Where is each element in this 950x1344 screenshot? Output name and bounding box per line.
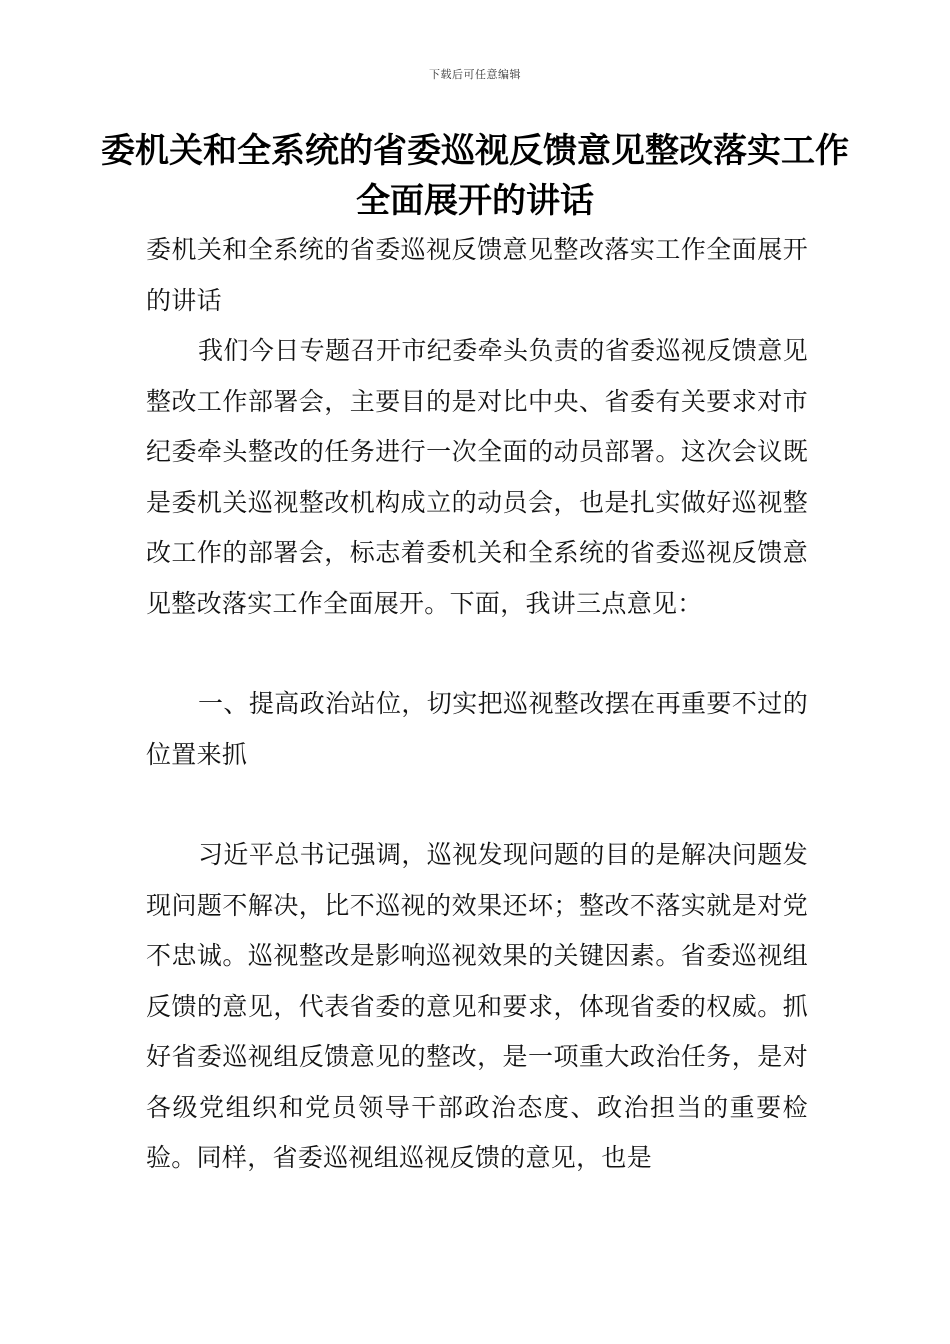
page-header-note: 下载后可任意编辑 [429, 68, 521, 81]
section-1-paragraph: 习近平总书记强调，巡视发现问题的目的是解决问题发现问题不解决，比不巡视的效果还坏；整改不落实就是对党不忠诚。巡视整改是影响巡视效果的关键因素。省委巡视组反馈的意见，代表省委的意见和要求，体现省委的权威。抓好省委巡视组反馈意见的整改，是一项重大政治任务，是对各级党组织和党员领导干部政治态度、政治担当的重要检验。同样，省委巡视组巡视反馈的意见，也是 [146, 840, 808, 1172]
section-heading-1: 一、提高政治站位，切实把巡视整改摆在再重要不过的位置来抓 [146, 689, 808, 769]
paragraph-spacer [146, 629, 808, 679]
intro-paragraph: 我们今日专题召开市纪委牵头负责的省委巡视反馈意见整改工作部署会，主要目的是对比中央、省委有关要求对市纪委牵头整改的任务进行一次全面的动员部署。这次会议既是委机关巡视整改机构成立的动员会，也是扎实做好巡视整改工作的部署会，标志着委机关和全系统的省委巡视反馈意见整改落实工作全面展开。下面，我讲三点意见： [146, 336, 808, 618]
title-repeat-paragraph: 委机关和全系统的省委巡视反馈意见整改落实工作全面展开的讲话 [146, 235, 808, 315]
document-title: 委机关和全系统的省委巡视反馈意见整改落实工作全面展开的讲话 [101, 131, 849, 221]
document-body [146, 225, 808, 1184]
paragraph-spacer [146, 780, 808, 830]
